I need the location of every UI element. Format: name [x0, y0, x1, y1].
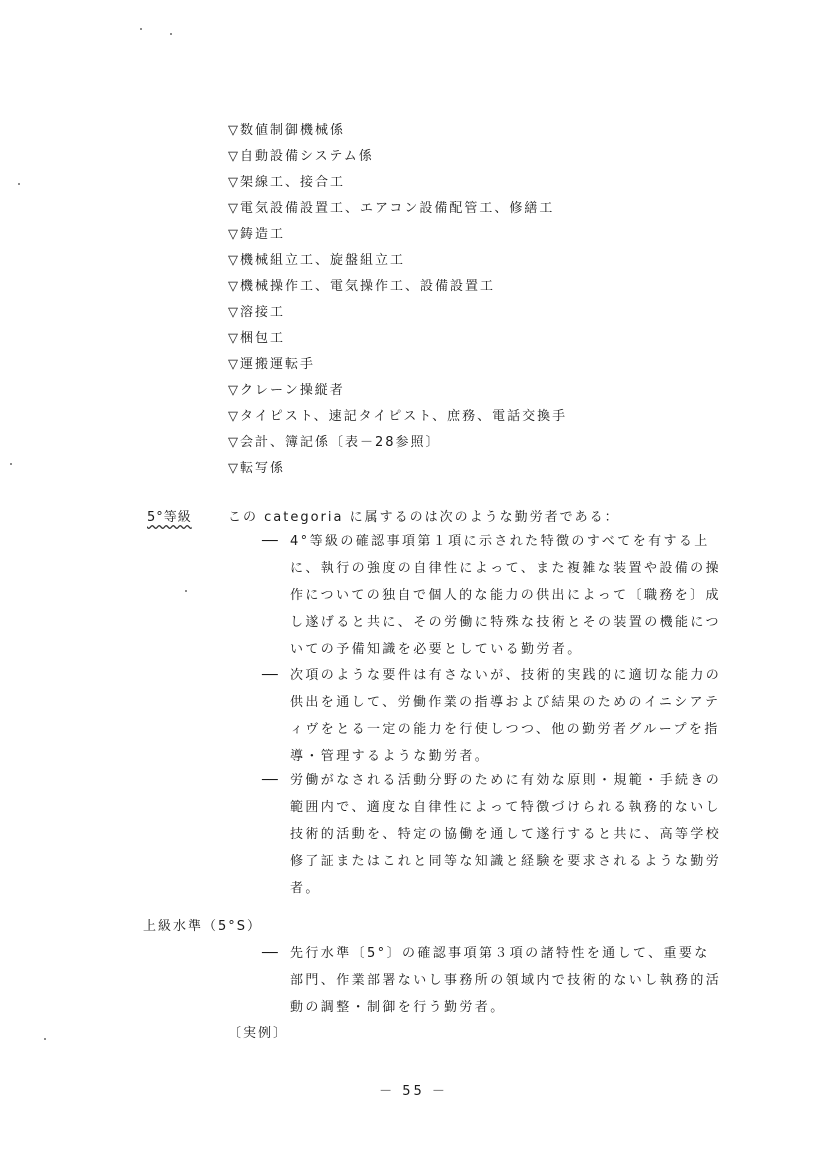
- list-item: ▽架線工、接合工: [228, 175, 345, 190]
- upper-level-item: [262, 940, 722, 1021]
- dash-marker: ──: [262, 773, 278, 788]
- upper-level-label: 上級水準（5°S）: [143, 919, 263, 934]
- list-item: ▽鋳造工: [228, 227, 285, 242]
- scan-speck: [140, 28, 142, 30]
- scan-speck: [18, 183, 20, 185]
- grade-5-item-1: [262, 528, 722, 663]
- grade-5-label: 5°等級: [147, 510, 192, 525]
- list-item: ▽転写係: [228, 461, 285, 476]
- list-item: ▽機械操作工、電気操作工、設備設置工: [228, 279, 495, 294]
- dash-marker: ──: [262, 668, 278, 683]
- scan-speck: [44, 1038, 46, 1040]
- list-item: ▽溶接工: [228, 305, 285, 320]
- list-item: ▽クレーン操縦者: [228, 383, 345, 398]
- list-item: ▽タイピスト、速記タイピスト、庶務、電話交換手: [228, 409, 568, 424]
- scan-speck: [10, 463, 12, 465]
- scan-speck: [170, 33, 172, 35]
- grade-5-item-2: [262, 662, 722, 770]
- grade-5-intro: この categoria に属するのは次のような勤労者である：: [228, 510, 620, 525]
- scan-speck: [185, 590, 187, 592]
- dash-marker: ──: [262, 534, 278, 549]
- upper-level-text: 先行水準〔5°〕の確認事項第３項の諸特性を通して、重要な部門、作業部署ないし事務所の領域内で技術的ないし執務的活動の調整・制御を行う勤労者。: [290, 946, 722, 1015]
- grade-5-item-3: [262, 767, 722, 902]
- list-item: ▽数値制御機械係: [228, 123, 345, 138]
- list-item: ▽電気設備設置工、エアコン設備配管工、修繕工: [228, 201, 555, 216]
- list-item: ▽機械組立工、旋盤組立工: [228, 253, 405, 268]
- grade-5-item-text: 労働がなされる活動分野のために有効な原則・規範・手続きの範囲内で、適度な自律性によって特徴づけられる執務的ないし技術的活動を、特定の協働を通して遂行すると共に、高等学校修了証またはこれと同等な知識と経験を要求されるような勤労者。: [290, 773, 722, 896]
- grade-5-item-text: 次項のような要件は有さないが、技術的実践的に適切な能力の供出を通して、労働作業の指導および結果のためのイニシアティヴをとる一定の能力を行使しつつ、他の勤労者グループを指導・管理するような勤労者。: [290, 668, 722, 764]
- list-item: ▽運搬運転手: [228, 357, 315, 372]
- list-item: ▽梱包工: [228, 331, 285, 346]
- job-examples-list: [228, 118, 567, 482]
- grade-5-item-text: 4°等級の確認事項第１項に示された特徴のすべてを有する上に、執行の強度の自律性によって、また複雑な装置や設備の操作についての独自で個人的な能力の供出によって〔職務を〕成し遂げると共に、その労働に特殊な技術とその装置の機能についての予備知識を必要としている勤労者。: [290, 534, 721, 657]
- list-item: ▽自動設備システム係: [228, 149, 374, 164]
- dash-marker: ──: [262, 946, 278, 961]
- list-item: ▽会計、簿記係〔表－28参照〕: [228, 435, 441, 450]
- page-number: － 55 －: [379, 1084, 448, 1099]
- examples-label: 〔実例〕: [228, 1026, 289, 1041]
